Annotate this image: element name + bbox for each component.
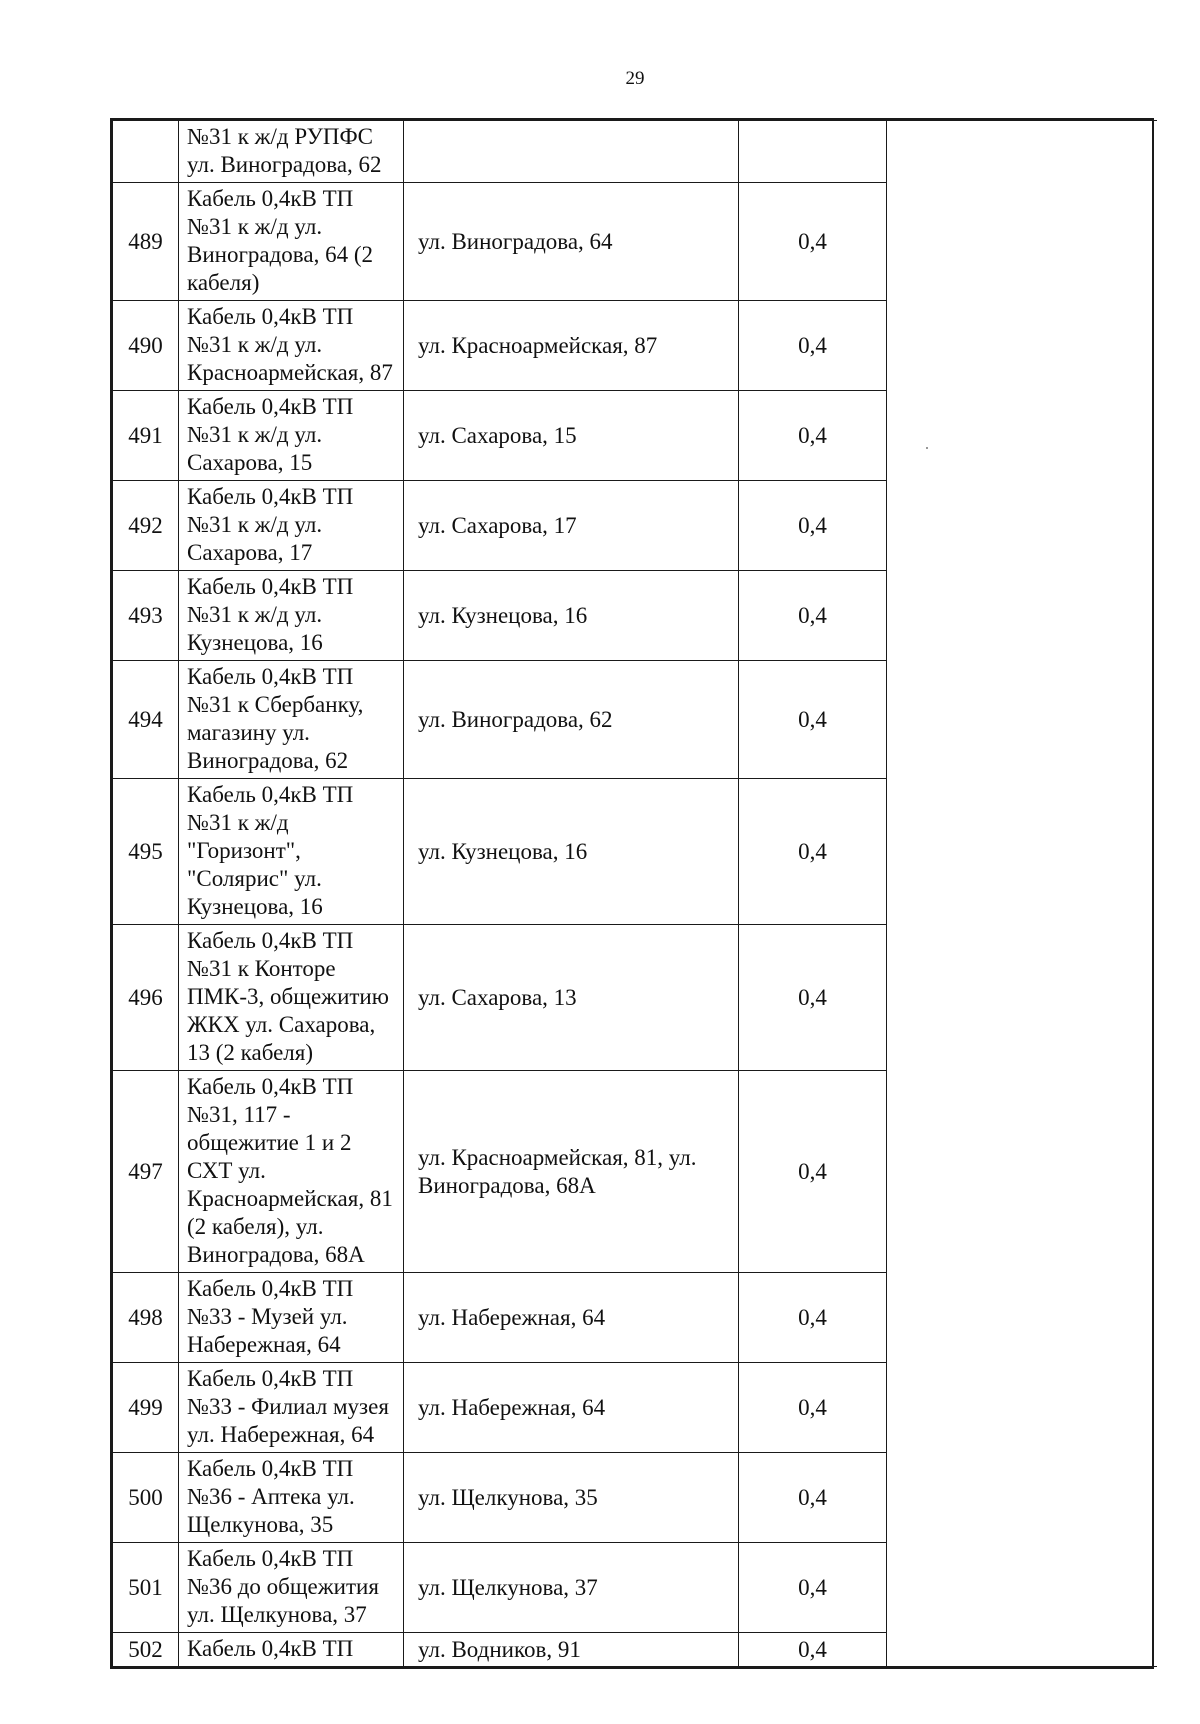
row-number: 500 [113, 1453, 179, 1543]
address-line: ул. Кузнецова, 16 [418, 838, 588, 864]
description-line: "Горизонт", [187, 838, 301, 863]
description-line: ул. Набережная, 64 [187, 1422, 375, 1447]
notes-cell [887, 1363, 1157, 1453]
cable-description [179, 1633, 404, 1667]
row-number: 490 [113, 301, 179, 391]
description-line: №36 до общежития [187, 1574, 379, 1599]
address-line: ул. Виноградова, 64 [418, 228, 613, 254]
address-line: ул. Кузнецова, 16 [418, 602, 588, 628]
table-row [113, 1363, 1157, 1453]
cable-description [179, 1543, 404, 1633]
description-line: кабеля) [187, 270, 260, 295]
description-line: №31 к Конторе [187, 956, 336, 981]
description-line: Кабель 0,4кВ ТП [187, 186, 354, 211]
description-line: №31 к ж/д ул. [187, 602, 323, 627]
table-row [113, 183, 1157, 301]
row-number: 492 [113, 481, 179, 571]
description-line: №31 к ж/д [187, 810, 289, 835]
voltage-cell: 0,4 [739, 1363, 887, 1453]
description-line: Кабель 0,4кВ ТП [187, 574, 354, 599]
row-number: 491 [113, 391, 179, 481]
cable-description [179, 571, 404, 661]
voltage-cell: 0,4 [739, 1453, 887, 1543]
description-line: магазину ул. [187, 720, 310, 745]
voltage-cell: 0,4 [739, 183, 887, 301]
address-line: ул. Красноармейская, 81, ул. [418, 1144, 697, 1170]
table-row [113, 1543, 1157, 1633]
cable-registry-table [110, 118, 1154, 1669]
address-line: ул. Сахарова, 17 [418, 512, 577, 538]
table-row [113, 779, 1157, 925]
cable-description [179, 391, 404, 481]
table-row [113, 925, 1157, 1071]
description-line: №36 - Аптека ул. [187, 1484, 355, 1509]
table-row [113, 391, 1157, 481]
notes-cell [887, 661, 1157, 779]
table-body [113, 121, 1157, 1667]
voltage-cell: 0,4 [739, 1071, 887, 1273]
address-cell [404, 1273, 739, 1363]
voltage-cell: 0,4 [739, 925, 887, 1071]
description-line: (2 кабеля), ул. [187, 1214, 324, 1239]
row-number: 501 [113, 1543, 179, 1633]
address-line: Виноградова, 68А [418, 1172, 596, 1198]
table-row [113, 1633, 1157, 1667]
cable-registry-grid [112, 120, 1157, 1667]
cable-description [179, 1273, 404, 1363]
address-cell [404, 1363, 739, 1453]
description-line: Набережная, 64 [187, 1332, 341, 1357]
description-line: Красноармейская, 81 [187, 1186, 393, 1211]
cable-description [179, 1453, 404, 1543]
voltage-cell: 0,4 [739, 301, 887, 391]
notes-cell [887, 779, 1157, 925]
row-number: 495 [113, 779, 179, 925]
description-line: №31, 117 - [187, 1102, 291, 1127]
description-line: ПМК-3, общежитию [187, 984, 389, 1009]
description-line: Кабель 0,4кВ ТП [187, 1074, 354, 1099]
cable-description [179, 301, 404, 391]
description-line: общежитие 1 и 2 [187, 1130, 352, 1155]
address-cell [404, 1633, 739, 1667]
notes-cell [887, 571, 1157, 661]
table-row [113, 571, 1157, 661]
row-number: 489 [113, 183, 179, 301]
voltage-cell: 0,4 [739, 1273, 887, 1363]
description-line: 13 (2 кабеля) [187, 1040, 314, 1065]
cable-description [179, 925, 404, 1071]
address-line: ул. Набережная, 64 [418, 1394, 606, 1420]
row-number: 499 [113, 1363, 179, 1453]
description-line: Кабель 0,4кВ ТП [187, 484, 354, 509]
row-number: 497 [113, 1071, 179, 1273]
description-line: ул. Виноградова, 62 [187, 152, 382, 177]
voltage-cell: 0,4 [739, 1633, 887, 1667]
description-line: Кабель 0,4кВ ТП [187, 1276, 354, 1301]
address-cell [404, 121, 739, 183]
row-number: 493 [113, 571, 179, 661]
voltage-cell: 0,4 [739, 779, 887, 925]
description-line: Кузнецова, 16 [187, 894, 323, 919]
address-cell [404, 481, 739, 571]
description-line: №31 к Сбербанку, [187, 692, 364, 717]
description-line: Кабель 0,4кВ ТП [187, 928, 354, 953]
description-line: Красноармейская, 87 [187, 360, 393, 385]
description-line: "Солярис" ул. [187, 866, 322, 891]
cable-description [179, 121, 404, 183]
cable-description [179, 661, 404, 779]
cable-description [179, 1363, 404, 1453]
scan-speck [926, 447, 928, 449]
table-row [113, 1273, 1157, 1363]
cable-description [179, 779, 404, 925]
voltage-cell: 0,4 [739, 661, 887, 779]
table-row [113, 1453, 1157, 1543]
address-cell [404, 779, 739, 925]
address-line: ул. Набережная, 64 [418, 1304, 606, 1330]
description-line: СХТ ул. [187, 1158, 266, 1183]
description-line: ЖКХ ул. Сахарова, [187, 1012, 376, 1037]
address-cell [404, 1543, 739, 1633]
voltage-cell: 0,4 [739, 481, 887, 571]
description-line: №31 к ж/д ул. [187, 214, 323, 239]
address-cell [404, 661, 739, 779]
cable-description [179, 1071, 404, 1273]
notes-cell [887, 1071, 1157, 1273]
row-number: 496 [113, 925, 179, 1071]
description-line: Кабель 0,4кВ ТП [187, 1546, 354, 1571]
address-cell [404, 1071, 739, 1273]
page-number: 29 [625, 68, 645, 89]
description-line: №33 - Музей ул. [187, 1304, 348, 1329]
description-line: Кабель 0,4кВ ТП [187, 664, 354, 689]
description-line: №31 к ж/д ул. [187, 512, 323, 537]
notes-cell [887, 1273, 1157, 1363]
description-line: Кабель 0,4кВ ТП [187, 304, 354, 329]
table-row [113, 301, 1157, 391]
description-line: Сахарова, 15 [187, 450, 313, 475]
row-number: 494 [113, 661, 179, 779]
row-number: 498 [113, 1273, 179, 1363]
description-line: Виноградова, 62 [187, 748, 349, 773]
row-number [113, 121, 179, 183]
address-line: ул. Щелкунова, 37 [418, 1574, 598, 1600]
description-line: Сахарова, 17 [187, 540, 313, 565]
address-cell [404, 571, 739, 661]
cable-description [179, 183, 404, 301]
description-line: №31 к ж/д РУПФС [187, 124, 373, 149]
description-line: №31 к ж/д ул. [187, 332, 323, 357]
description-line: Кабель 0,4кВ ТП [187, 1636, 354, 1661]
description-line: Кузнецова, 16 [187, 630, 323, 655]
table-row [113, 1071, 1157, 1273]
address-cell [404, 183, 739, 301]
row-number: 502 [113, 1633, 179, 1667]
description-line: Кабель 0,4кВ ТП [187, 1456, 354, 1481]
address-cell [404, 925, 739, 1071]
notes-cell [887, 481, 1157, 571]
description-line: Кабель 0,4кВ ТП [187, 782, 354, 807]
address-line: ул. Красноармейская, 87 [418, 332, 658, 358]
address-cell [404, 1453, 739, 1543]
description-line: ул. Щелкунова, 37 [187, 1602, 367, 1627]
description-line: Виноградова, 68А [187, 1242, 365, 1267]
notes-cell [887, 1543, 1157, 1633]
notes-cell [887, 1633, 1157, 1667]
notes-cell [887, 183, 1157, 301]
address-line: ул. Водников, 91 [418, 1636, 581, 1662]
notes-cell [887, 301, 1157, 391]
address-line: ул. Виноградова, 62 [418, 706, 613, 732]
address-line: ул. Сахарова, 13 [418, 984, 577, 1010]
notes-cell [887, 121, 1157, 183]
table-row [113, 661, 1157, 779]
notes-cell [887, 391, 1157, 481]
description-line: №31 к ж/д ул. [187, 422, 323, 447]
address-line: ул. Сахарова, 15 [418, 422, 577, 448]
description-line: Виноградова, 64 (2 [187, 242, 373, 267]
table-row [113, 481, 1157, 571]
table-row [113, 121, 1157, 183]
description-line: Кабель 0,4кВ ТП [187, 394, 354, 419]
description-line: №33 - Филиал музея [187, 1394, 389, 1419]
address-cell [404, 391, 739, 481]
voltage-cell: 0,4 [739, 391, 887, 481]
address-line: ул. Щелкунова, 35 [418, 1484, 598, 1510]
voltage-cell: 0,4 [739, 1543, 887, 1633]
cable-description [179, 481, 404, 571]
voltage-cell: 0,4 [739, 571, 887, 661]
notes-cell [887, 925, 1157, 1071]
voltage-cell [739, 121, 887, 183]
description-line: Кабель 0,4кВ ТП [187, 1366, 354, 1391]
description-line: Щелкунова, 35 [187, 1512, 334, 1537]
notes-cell [887, 1453, 1157, 1543]
address-cell [404, 301, 739, 391]
